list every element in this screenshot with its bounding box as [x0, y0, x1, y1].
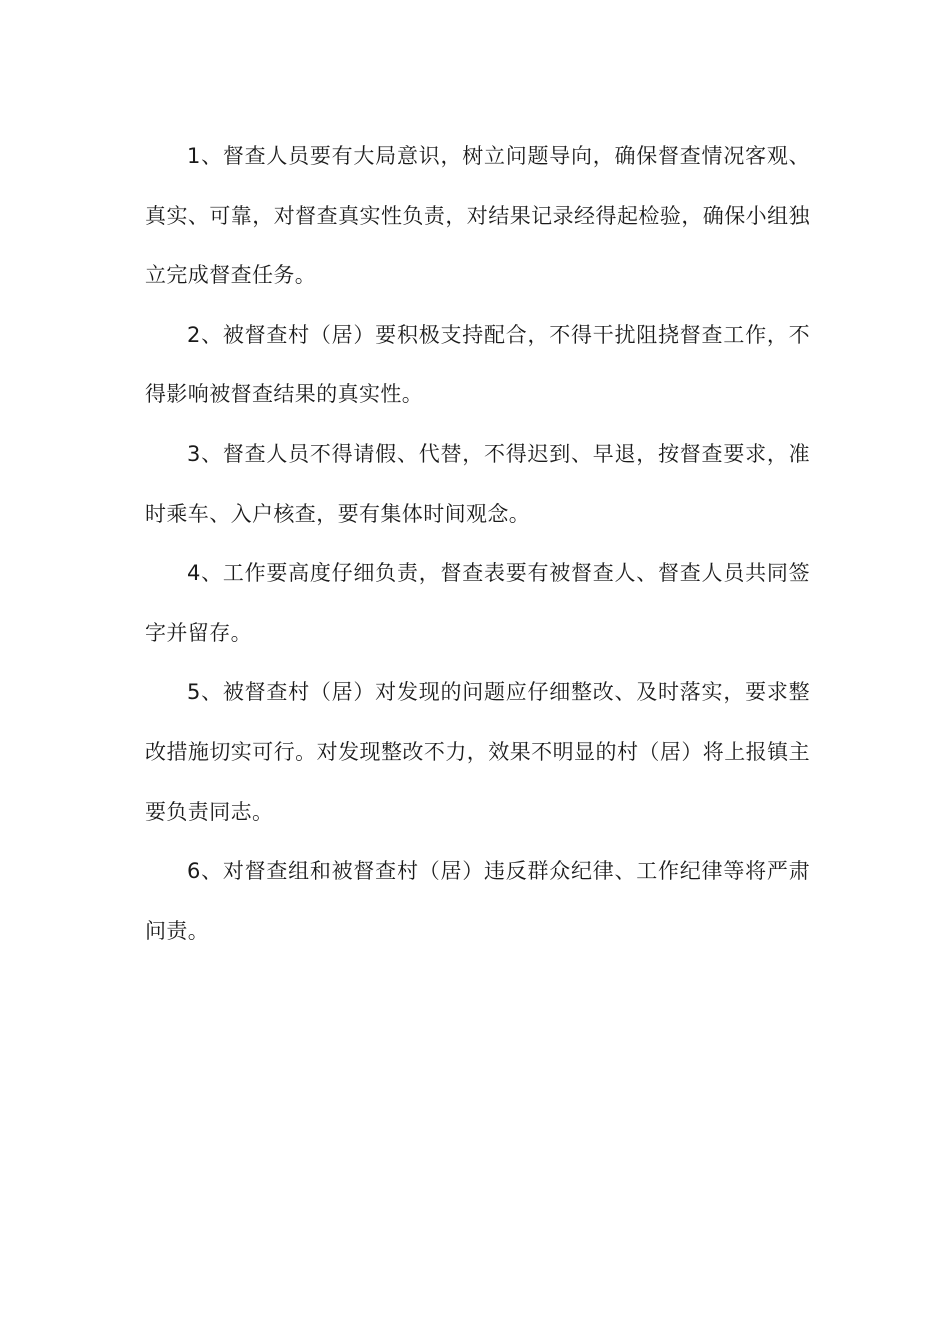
paragraph-5: 5、被督查村（居）对发现的问题应仔细整改、及时落实，要求整改措施切实可行。对发现整改不力，效果不明显的村（居）将上报镇主要负责同志。	[145, 680, 810, 824]
document-body	[145, 127, 810, 961]
paragraph-6: 6、对督查组和被督查村（居）违反群众纪律、工作纪律等将严肃问责。	[145, 859, 810, 943]
paragraph-1: 1、督查人员要有大局意识，树立问题导向，确保督查情况客观、真实、可靠，对督查真实性负责，对结果记录经得起检验，确保小组独立完成督查任务。	[145, 144, 810, 288]
paragraph-3: 3、督查人员不得请假、代替，不得迟到、早退，按督查要求，准时乘车、入户核查，要有集体时间观念。	[145, 441, 810, 526]
paragraph-4: 4、工作要高度仔细负责，督查表要有被督查人、督查人员共同签字并留存。	[145, 561, 810, 645]
paragraph-2: 2、被督查村（居）要积极支持配合，不得干扰阻挠督查工作，不得影响被督查结果的真实性。	[145, 322, 810, 407]
